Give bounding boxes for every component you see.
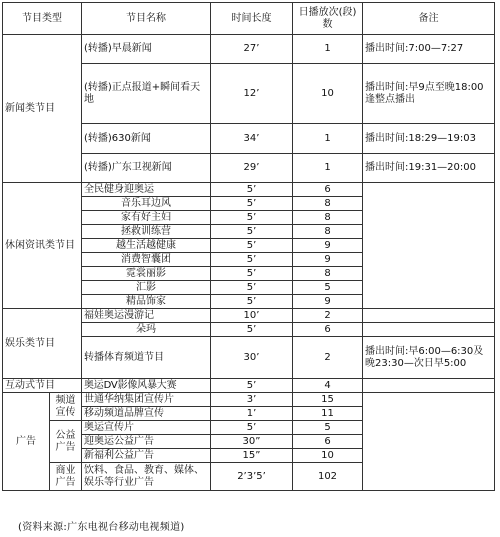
source-note: (资料来源:广东电视台移动电视频道) [18, 522, 185, 533]
program-name: 移动频道品牌宣传 [82, 407, 211, 421]
program-duration: 34’ [211, 124, 293, 154]
category-interactive: 互动式节目 [3, 379, 82, 393]
program-name: 消费智囊团 [82, 253, 211, 267]
program-name: 越生活越健康 [82, 239, 211, 253]
program-count: 10 [293, 449, 363, 463]
ad-group-label: 频道宣传 [50, 393, 82, 421]
header-daily-count: 日播放次(段)数 [293, 3, 363, 35]
program-duration: 27’ [211, 35, 293, 64]
program-note: 播出时间:7:00—7:27 [363, 35, 495, 64]
program-count: 15 [293, 393, 363, 407]
program-duration: 5’ [211, 239, 293, 253]
program-note [363, 323, 495, 337]
program-duration: 5’ [211, 379, 293, 393]
table-row [3, 309, 495, 323]
program-duration: 5’ [211, 225, 293, 239]
table-row [3, 183, 495, 197]
program-duration: 5’ [211, 253, 293, 267]
program-note-empty [363, 379, 495, 393]
program-count: 8 [293, 267, 363, 281]
header-note: 备注 [363, 3, 495, 35]
program-name: 世通华纳集团宣传片 [82, 393, 211, 407]
table-row [3, 393, 495, 407]
program-name: 新福利公益广告 [82, 449, 211, 463]
program-note: 播出时间:18:29—19:03 [363, 124, 495, 154]
category-leisure: 休闲资讯类节目 [3, 183, 82, 309]
program-count: 1 [293, 154, 363, 183]
program-duration: 2’3’5’ [211, 463, 293, 491]
program-name: (转播)早晨新闻 [82, 35, 211, 64]
program-count: 4 [293, 379, 363, 393]
program-duration: 30’ [211, 337, 293, 379]
program-duration: 1’ [211, 407, 293, 421]
table-row [3, 379, 495, 393]
program-note [363, 309, 495, 323]
program-name: 朵玛 [82, 323, 211, 337]
category-news: 新闻类节目 [3, 35, 82, 183]
program-duration: 15” [211, 449, 293, 463]
program-count: 8 [293, 211, 363, 225]
ad-group-label: 商业广告 [50, 463, 82, 491]
program-name: 全民健身迎奥运 [82, 183, 211, 197]
program-count: 1 [293, 35, 363, 64]
program-count: 1 [293, 124, 363, 154]
program-name: 饮料、食品、教育、媒体、娱乐等行业广告 [82, 463, 211, 491]
program-duration: 12’ [211, 64, 293, 124]
program-name: 福娃奥运漫游记 [82, 309, 211, 323]
program-name: 拯救训练营 [82, 225, 211, 239]
program-name: (转播)630新闻 [82, 124, 211, 154]
program-count: 8 [293, 225, 363, 239]
program-name: 家有好主妇 [82, 211, 211, 225]
program-schedule-table [2, 2, 495, 491]
header-name: 节目名称 [82, 3, 211, 35]
leisure-note-empty [363, 183, 495, 309]
program-name: (转播)广东卫视新闻 [82, 154, 211, 183]
program-name: 汇影 [82, 281, 211, 295]
program-count: 10 [293, 64, 363, 124]
program-count: 2 [293, 309, 363, 323]
program-count: 9 [293, 239, 363, 253]
program-duration: 5’ [211, 267, 293, 281]
program-note: 播出时间:19:31—20:00 [363, 154, 495, 183]
program-duration: 5’ [211, 211, 293, 225]
program-count: 5 [293, 281, 363, 295]
program-duration: 3’ [211, 393, 293, 407]
program-name: (转播)正点报道+瞬间看天地 [82, 64, 211, 124]
program-duration: 5’ [211, 323, 293, 337]
program-name: 音乐耳边风 [82, 197, 211, 211]
program-name: 转播体育频道节目 [82, 337, 211, 379]
program-duration: 5’ [211, 281, 293, 295]
program-count: 5 [293, 421, 363, 435]
program-duration: 29’ [211, 154, 293, 183]
ads-note-empty [363, 393, 495, 491]
program-count: 9 [293, 253, 363, 267]
program-name: 奥运宣传片 [82, 421, 211, 435]
program-count: 11 [293, 407, 363, 421]
header-type: 节目类型 [3, 3, 82, 35]
program-count: 8 [293, 197, 363, 211]
program-duration: 5’ [211, 421, 293, 435]
program-note: 播出时间:早9点至晚18:00逢整点播出 [363, 64, 495, 124]
category-ads: 广告 [3, 393, 50, 491]
table-row [3, 35, 495, 64]
program-count: 9 [293, 295, 363, 309]
program-name: 迎奥运公益广告 [82, 435, 211, 449]
program-name: 霓裳丽影 [82, 267, 211, 281]
table-header-row [3, 3, 495, 35]
program-count: 6 [293, 435, 363, 449]
header-duration: 时间长度 [211, 3, 293, 35]
program-name: 精品饰家 [82, 295, 211, 309]
program-note: 播出时间:早6:00—6:30及晚23:30—次日早5:00 [363, 337, 495, 379]
program-count: 102 [293, 463, 363, 491]
ad-group-label: 公益广告 [50, 421, 82, 463]
category-entertainment: 娱乐类节目 [3, 309, 82, 379]
program-duration: 30” [211, 435, 293, 449]
program-count: 2 [293, 337, 363, 379]
program-count: 6 [293, 183, 363, 197]
program-duration: 5’ [211, 295, 293, 309]
program-count: 6 [293, 323, 363, 337]
program-name: 奥运DV影像风暴大赛 [82, 379, 211, 393]
program-duration: 5’ [211, 197, 293, 211]
program-duration: 10’ [211, 309, 293, 323]
program-duration: 5’ [211, 183, 293, 197]
